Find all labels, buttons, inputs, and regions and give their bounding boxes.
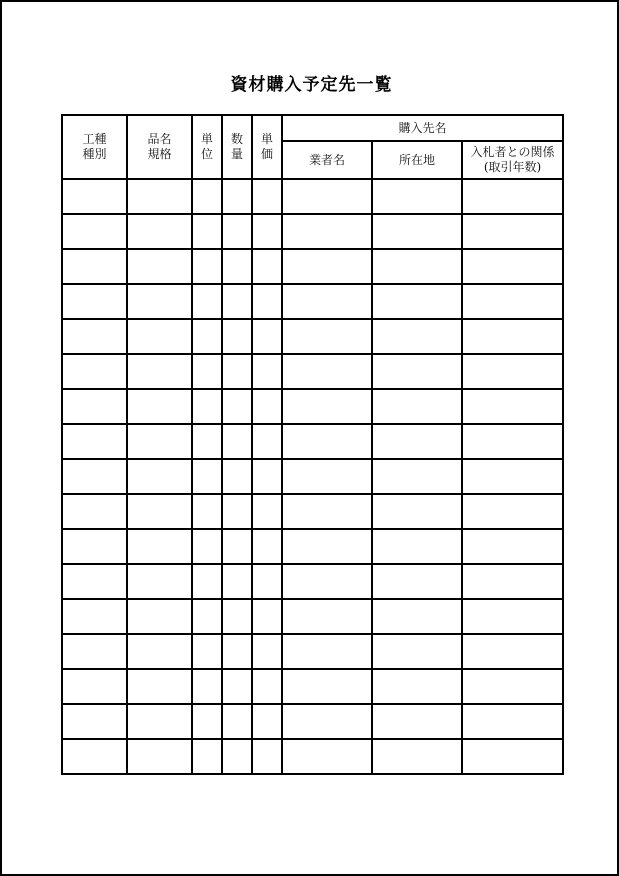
table-row bbox=[62, 564, 563, 599]
header-item-line-2: 規格 bbox=[147, 147, 172, 161]
cell-company-name[interactable] bbox=[282, 529, 372, 564]
cell-relation[interactable] bbox=[462, 459, 563, 494]
cell-work-type[interactable] bbox=[62, 389, 127, 424]
table-row bbox=[62, 214, 563, 249]
cell-company-name[interactable] bbox=[282, 354, 372, 389]
cell-work-type[interactable] bbox=[62, 284, 127, 319]
cell-location[interactable] bbox=[372, 459, 462, 494]
cell-company-name[interactable] bbox=[282, 564, 372, 599]
table-row bbox=[62, 424, 563, 459]
cell-unit[interactable] bbox=[192, 669, 222, 704]
cell-item[interactable] bbox=[127, 634, 192, 669]
header-row-1 bbox=[62, 115, 563, 141]
cell-work-type[interactable] bbox=[62, 319, 127, 354]
header-work-type-line-2: 種別 bbox=[82, 147, 107, 161]
cell-company-name[interactable] bbox=[282, 634, 372, 669]
cell-unit[interactable] bbox=[192, 214, 222, 249]
cell-company-name[interactable] bbox=[282, 599, 372, 634]
cell-unit-price[interactable] bbox=[252, 354, 282, 389]
header-item bbox=[127, 115, 192, 179]
cell-location[interactable] bbox=[372, 599, 462, 634]
cell-item[interactable] bbox=[127, 389, 192, 424]
cell-relation[interactable] bbox=[462, 389, 563, 424]
cell-location[interactable] bbox=[372, 354, 462, 389]
cell-work-type[interactable] bbox=[62, 179, 127, 214]
cell-work-type[interactable] bbox=[62, 249, 127, 284]
cell-location[interactable] bbox=[372, 494, 462, 529]
cell-location[interactable] bbox=[372, 529, 462, 564]
cell-unit-price[interactable] bbox=[252, 389, 282, 424]
cell-relation[interactable] bbox=[462, 669, 563, 704]
cell-relation[interactable] bbox=[462, 354, 563, 389]
cell-work-type[interactable] bbox=[62, 599, 127, 634]
table-row bbox=[62, 739, 563, 774]
cell-quantity[interactable] bbox=[222, 249, 252, 284]
table-row bbox=[62, 179, 563, 214]
header-work-type-line-1: 工種 bbox=[82, 132, 107, 146]
cell-quantity[interactable] bbox=[222, 704, 252, 739]
header-unit-line-2: 位 bbox=[200, 147, 213, 161]
table-row bbox=[62, 249, 563, 284]
cell-quantity[interactable] bbox=[222, 179, 252, 214]
table-row bbox=[62, 354, 563, 389]
header-supplier-group: 購入先名 bbox=[282, 115, 563, 141]
cell-location[interactable] bbox=[372, 669, 462, 704]
cell-unit[interactable] bbox=[192, 739, 222, 774]
cell-unit-price[interactable] bbox=[252, 564, 282, 599]
cell-company-name[interactable] bbox=[282, 249, 372, 284]
cell-work-type[interactable] bbox=[62, 634, 127, 669]
cell-unit[interactable] bbox=[192, 179, 222, 214]
cell-company-name[interactable] bbox=[282, 179, 372, 214]
cell-relation[interactable] bbox=[462, 529, 563, 564]
cell-item[interactable] bbox=[127, 459, 192, 494]
cell-location[interactable] bbox=[372, 284, 462, 319]
cell-relation[interactable] bbox=[462, 599, 563, 634]
cell-unit-price[interactable] bbox=[252, 459, 282, 494]
cell-location[interactable] bbox=[372, 179, 462, 214]
cell-company-name[interactable] bbox=[282, 494, 372, 529]
cell-quantity[interactable] bbox=[222, 284, 252, 319]
cell-company-name[interactable] bbox=[282, 669, 372, 704]
cell-unit[interactable] bbox=[192, 704, 222, 739]
table-row bbox=[62, 389, 563, 424]
cell-relation[interactable] bbox=[462, 704, 563, 739]
cell-quantity[interactable] bbox=[222, 669, 252, 704]
cell-quantity[interactable] bbox=[222, 564, 252, 599]
cell-relation[interactable] bbox=[462, 319, 563, 354]
cell-item[interactable] bbox=[127, 739, 192, 774]
cell-relation[interactable] bbox=[462, 634, 563, 669]
cell-relation[interactable] bbox=[462, 249, 563, 284]
cell-relation[interactable] bbox=[462, 494, 563, 529]
cell-quantity[interactable] bbox=[222, 319, 252, 354]
cell-unit[interactable] bbox=[192, 529, 222, 564]
cell-quantity[interactable] bbox=[222, 354, 252, 389]
cell-unit-price[interactable] bbox=[252, 739, 282, 774]
header-unit-price-line-1: 単 bbox=[260, 132, 273, 146]
cell-item[interactable] bbox=[127, 179, 192, 214]
header-company-name: 業者名 bbox=[282, 141, 372, 179]
cell-unit-price[interactable] bbox=[252, 634, 282, 669]
document-title: 資材購入予定先一覧 bbox=[230, 75, 393, 95]
cell-location[interactable] bbox=[372, 564, 462, 599]
cell-unit-price[interactable] bbox=[252, 704, 282, 739]
cell-company-name[interactable] bbox=[282, 459, 372, 494]
cell-location[interactable] bbox=[372, 319, 462, 354]
cell-item[interactable] bbox=[127, 319, 192, 354]
header-relation bbox=[462, 141, 563, 179]
cell-unit-price[interactable] bbox=[252, 529, 282, 564]
cell-unit-price[interactable] bbox=[252, 214, 282, 249]
cell-item[interactable] bbox=[127, 284, 192, 319]
cell-quantity[interactable] bbox=[222, 529, 252, 564]
cell-quantity[interactable] bbox=[222, 214, 252, 249]
cell-company-name[interactable] bbox=[282, 424, 372, 459]
table-row bbox=[62, 599, 563, 634]
header-item-line-1: 品名 bbox=[147, 132, 172, 146]
header-unit-price bbox=[252, 115, 282, 179]
cell-unit[interactable] bbox=[192, 494, 222, 529]
table-row bbox=[62, 634, 563, 669]
cell-location[interactable] bbox=[372, 739, 462, 774]
table-row bbox=[62, 704, 563, 739]
header-unit bbox=[192, 115, 222, 179]
cell-unit-price[interactable] bbox=[252, 494, 282, 529]
cell-relation[interactable] bbox=[462, 564, 563, 599]
cell-item[interactable] bbox=[127, 494, 192, 529]
cell-unit[interactable] bbox=[192, 564, 222, 599]
cell-item[interactable] bbox=[127, 704, 192, 739]
cell-work-type[interactable] bbox=[62, 564, 127, 599]
cell-quantity[interactable] bbox=[222, 599, 252, 634]
header-relation-line-1: 入札者との関係 bbox=[470, 145, 555, 159]
header-quantity-line-1: 数 bbox=[230, 132, 243, 146]
cell-quantity[interactable] bbox=[222, 459, 252, 494]
cell-unit[interactable] bbox=[192, 319, 222, 354]
header-unit-price-line-2: 価 bbox=[260, 147, 273, 161]
cell-work-type[interactable] bbox=[62, 529, 127, 564]
cell-quantity[interactable] bbox=[222, 494, 252, 529]
cell-location[interactable] bbox=[372, 424, 462, 459]
cell-location[interactable] bbox=[372, 389, 462, 424]
cell-work-type[interactable] bbox=[62, 494, 127, 529]
cell-relation[interactable] bbox=[462, 284, 563, 319]
cell-unit-price[interactable] bbox=[252, 669, 282, 704]
cell-company-name[interactable] bbox=[282, 704, 372, 739]
cell-work-type[interactable] bbox=[62, 669, 127, 704]
header-relation-line-2: (取引年数) bbox=[483, 160, 542, 174]
cell-company-name[interactable] bbox=[282, 214, 372, 249]
cell-quantity[interactable] bbox=[222, 634, 252, 669]
header-quantity bbox=[222, 115, 252, 179]
cell-item[interactable] bbox=[127, 249, 192, 284]
cell-item[interactable] bbox=[127, 529, 192, 564]
table-row bbox=[62, 669, 563, 704]
header-unit-line-1: 単 bbox=[200, 132, 213, 146]
materials-purchase-table bbox=[61, 114, 564, 775]
cell-work-type[interactable] bbox=[62, 424, 127, 459]
cell-item[interactable] bbox=[127, 669, 192, 704]
cell-work-type[interactable] bbox=[62, 214, 127, 249]
cell-company-name[interactable] bbox=[282, 284, 372, 319]
cell-item[interactable] bbox=[127, 599, 192, 634]
cell-unit[interactable] bbox=[192, 354, 222, 389]
cell-unit[interactable] bbox=[192, 424, 222, 459]
cell-quantity[interactable] bbox=[222, 424, 252, 459]
cell-unit-price[interactable] bbox=[252, 179, 282, 214]
cell-item[interactable] bbox=[127, 214, 192, 249]
cell-unit-price[interactable] bbox=[252, 284, 282, 319]
cell-work-type[interactable] bbox=[62, 704, 127, 739]
cell-location[interactable] bbox=[372, 249, 462, 284]
cell-relation[interactable] bbox=[462, 214, 563, 249]
cell-quantity[interactable] bbox=[222, 739, 252, 774]
table-row bbox=[62, 319, 563, 354]
cell-unit[interactable] bbox=[192, 249, 222, 284]
cell-unit[interactable] bbox=[192, 389, 222, 424]
cell-work-type[interactable] bbox=[62, 354, 127, 389]
cell-relation[interactable] bbox=[462, 739, 563, 774]
cell-quantity[interactable] bbox=[222, 389, 252, 424]
cell-item[interactable] bbox=[127, 564, 192, 599]
header-location: 所在地 bbox=[372, 141, 462, 179]
cell-location[interactable] bbox=[372, 704, 462, 739]
table-row bbox=[62, 494, 563, 529]
header-work-type bbox=[62, 115, 127, 179]
cell-unit-price[interactable] bbox=[252, 424, 282, 459]
cell-unit[interactable] bbox=[192, 459, 222, 494]
cell-company-name[interactable] bbox=[282, 389, 372, 424]
cell-company-name[interactable] bbox=[282, 319, 372, 354]
cell-unit-price[interactable] bbox=[252, 599, 282, 634]
cell-work-type[interactable] bbox=[62, 459, 127, 494]
cell-company-name[interactable] bbox=[282, 739, 372, 774]
cell-location[interactable] bbox=[372, 634, 462, 669]
cell-work-type[interactable] bbox=[62, 739, 127, 774]
cell-item[interactable] bbox=[127, 424, 192, 459]
table-row bbox=[62, 529, 563, 564]
cell-unit[interactable] bbox=[192, 599, 222, 634]
cell-unit[interactable] bbox=[192, 634, 222, 669]
cell-location[interactable] bbox=[372, 214, 462, 249]
cell-unit-price[interactable] bbox=[252, 319, 282, 354]
cell-unit-price[interactable] bbox=[252, 249, 282, 284]
table-row bbox=[62, 459, 563, 494]
cell-relation[interactable] bbox=[462, 424, 563, 459]
cell-unit[interactable] bbox=[192, 284, 222, 319]
table-row bbox=[62, 284, 563, 319]
cell-relation[interactable] bbox=[462, 179, 563, 214]
header-quantity-line-2: 量 bbox=[230, 147, 243, 161]
cell-item[interactable] bbox=[127, 354, 192, 389]
